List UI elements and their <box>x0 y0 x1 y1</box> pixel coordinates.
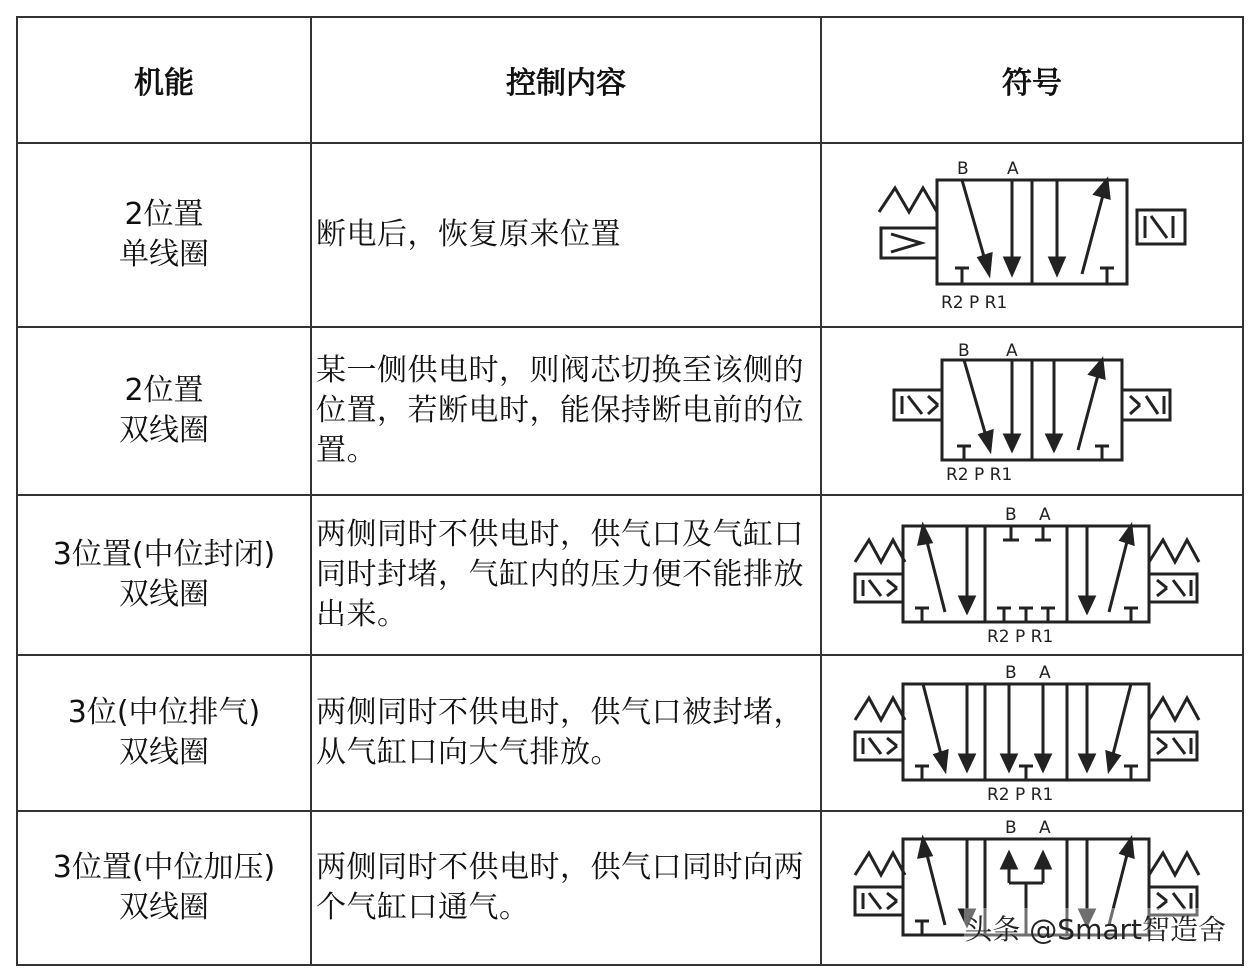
control-cell: 两侧同时不供电时，供气口及气缸口同时封堵，气缸内的压力便不能排放出来。 <box>311 495 821 655</box>
port-a-label: A <box>1039 505 1051 525</box>
3-position-closed-center-valve-icon <box>847 500 1217 650</box>
symbol-cell <box>821 143 1243 327</box>
function-line: 双线圈 <box>119 890 209 925</box>
function-line: 双线圈 <box>119 735 209 770</box>
3-position-exhaust-center-valve-icon <box>847 658 1217 808</box>
function-line: 2位置 <box>124 197 204 232</box>
function-line: 2位置 <box>124 373 204 408</box>
symbol-cell <box>821 495 1243 655</box>
symbol-cell <box>821 327 1243 495</box>
table-row <box>17 327 1243 495</box>
control-cell: 两侧同时不供电时，供气口同时向两个气缸口通气。 <box>311 811 821 965</box>
table-row <box>17 655 1243 811</box>
function-line: 3位置(中位加压) <box>52 850 276 885</box>
function-cell <box>17 143 311 327</box>
port-bottom-label: R2 P R1 <box>941 293 1008 313</box>
port-bottom-label: R2 P R1 <box>987 785 1054 805</box>
symbol-cell <box>821 655 1243 811</box>
function-cell <box>17 655 311 811</box>
header-control: 控制内容 <box>311 17 821 143</box>
table-row <box>17 143 1243 327</box>
port-b-label: B <box>1005 505 1017 525</box>
port-bottom-label: R2 P R1 <box>946 465 1013 485</box>
2-position-double-solenoid-valve-icon <box>882 336 1182 486</box>
function-line: 单线圈 <box>119 237 209 272</box>
port-a-label: A <box>1006 341 1018 361</box>
port-a-label: A <box>1039 818 1051 838</box>
control-cell: 两侧同时不供电时，供气口被封堵，从气缸口向大气排放。 <box>311 655 821 811</box>
function-cell <box>17 495 311 655</box>
header-row <box>17 17 1243 143</box>
function-line: 3位(中位排气) <box>67 695 261 730</box>
table-row <box>17 495 1243 655</box>
function-line: 双线圈 <box>119 577 209 612</box>
watermark: 头条 @Smart智造舍 <box>964 908 1226 948</box>
port-b-label: B <box>957 159 969 179</box>
function-cell <box>17 811 311 965</box>
control-cell: 某一侧供电时，则阀芯切换至该侧的位置，若断电时，能保持断电前的位置。 <box>311 327 821 495</box>
header-symbol: 符号 <box>821 17 1243 143</box>
function-cell <box>17 327 311 495</box>
control-cell: 断电后，恢复原来位置 <box>311 143 821 327</box>
port-bottom-label: R2 P R1 <box>987 627 1054 647</box>
port-a-label: A <box>1007 159 1019 179</box>
function-line: 3位置(中位封闭) <box>52 537 276 572</box>
port-b-label: B <box>1005 818 1017 838</box>
valve-function-table <box>16 16 1244 966</box>
port-a-label: A <box>1039 663 1051 683</box>
port-b-label: B <box>958 341 970 361</box>
header-function: 机能 <box>17 17 311 143</box>
port-b-label: B <box>1005 663 1017 683</box>
function-line: 双线圈 <box>119 413 209 448</box>
2-position-single-solenoid-valve-icon <box>867 150 1197 320</box>
